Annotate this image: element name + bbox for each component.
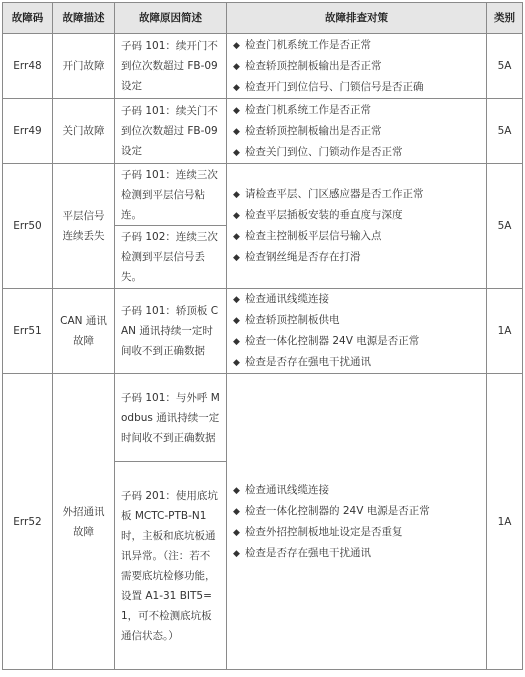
header-row [3,3,523,34]
black-diamond-icon: ◆ [233,147,240,158]
fault-description-cell: CAN 通讯故障 [53,289,115,374]
fault-cause-cell: 子码 101：连续三次检测到平层信号粘连。 [115,164,227,226]
fault-code-cell: Err51 [3,289,53,374]
black-diamond-icon: ◆ [233,190,240,200]
black-diamond-icon: ◆ [233,61,240,72]
measure-text: 检查钢丝绳是否存在打滑 [245,251,361,263]
black-diamond-icon: ◆ [233,548,240,559]
troubleshooting-measures-cell [227,99,487,164]
measure-text: 检查是否存在强电干扰通讯 [245,356,371,368]
measure-item [233,226,480,247]
measure-text: 检查轿顶控制板输出是否正常 [245,124,382,137]
header-description: 故障描述 [53,3,115,34]
measure-item [233,77,480,98]
measure-item [233,56,480,77]
black-diamond-icon: ◆ [233,358,240,368]
fault-cause-cell: 子码 102：连续三次检测到平层信号丢失。 [115,226,227,289]
black-diamond-icon: ◆ [233,40,240,51]
category-cell: 1A [487,374,523,670]
header-measures: 故障排查对策 [227,3,487,34]
black-diamond-icon: ◆ [233,105,240,116]
measure-item [233,35,480,56]
category-cell: 5A [487,99,523,164]
troubleshooting-measures-cell [227,164,487,289]
black-diamond-icon: ◆ [233,253,240,263]
black-diamond-icon: ◆ [233,232,240,242]
fault-cause-cell: 子码 101：续开门不到位次数超过 FB-09 设定 [115,34,227,99]
fault-cause-cell: 子码 101：与外呼 Modbus 通讯持续一定时间收不到正确数据 [115,374,227,462]
measure-item [233,100,480,121]
black-diamond-icon: ◆ [233,82,240,93]
fault-description-cell: 外招通讯故障 [53,374,115,670]
fault-code-table [2,2,523,670]
black-diamond-icon: ◆ [233,506,240,517]
measure-text: 检查轿顶控制板输出是否正常 [245,59,382,72]
measure-item [233,543,480,564]
measure-item [233,205,480,226]
table-row [3,34,523,99]
measure-item [233,522,480,543]
fault-description-cell: 平层信号连续丢失 [53,164,115,289]
measure-text: 检查外招控制板地址设定是否重复 [245,525,403,538]
black-diamond-icon: ◆ [233,337,240,347]
measure-item [233,310,480,331]
fault-code-cell: Err49 [3,99,53,164]
measure-item [233,121,480,142]
troubleshooting-measures-cell [227,289,487,374]
black-diamond-icon: ◆ [233,316,240,326]
table-row [3,289,523,374]
measure-item [233,331,480,352]
category-cell: 5A [487,164,523,289]
black-diamond-icon: ◆ [233,126,240,137]
table-row [3,164,523,226]
category-cell: 1A [487,289,523,374]
measure-text: 检查通讯线缆连接 [245,293,329,305]
measure-text: 检查通讯线缆连接 [245,483,329,496]
measure-text: 检查平层插板安装的垂直度与深度 [245,209,403,221]
fault-code-cell: Err48 [3,34,53,99]
header-code: 故障码 [3,3,53,34]
measure-text: 检查主控制板平层信号输入点 [245,230,382,242]
measure-item [233,501,480,522]
header-category: 类别 [487,3,523,34]
measure-text: 检查是否存在强电干扰通讯 [245,546,371,559]
measure-item [233,184,480,205]
black-diamond-icon: ◆ [233,485,240,496]
category-cell: 5A [487,34,523,99]
fault-code-cell: Err50 [3,164,53,289]
measure-text: 检查开门到位信号、门锁信号是否正确 [245,80,424,93]
fault-code-cell: Err52 [3,374,53,670]
troubleshooting-measures-cell [227,374,487,670]
black-diamond-icon: ◆ [233,527,240,538]
measure-item [233,352,480,373]
black-diamond-icon: ◆ [233,211,240,221]
table-row [3,374,523,462]
fault-cause-cell: 子码 101：续关门不到位次数超过 FB-09 设定 [115,99,227,164]
fault-description-cell: 开门故障 [53,34,115,99]
black-diamond-icon: ◆ [233,295,240,305]
table-row [3,99,523,164]
measure-text: 检查一体化控制器 24V 电源是否正常 [245,335,420,347]
measure-text: 请检查平层、门区感应器是否工作正常 [245,188,424,200]
measure-text: 检查关门到位、门锁动作是否正常 [245,145,403,158]
fault-description-cell: 关门故障 [53,99,115,164]
measure-text: 检查门机系统工作是否正常 [245,103,371,116]
troubleshooting-measures-cell [227,34,487,99]
header-cause: 故障原因简述 [115,3,227,34]
fault-cause-cell: 子码 201：使用底坑板 MCTC-PTB-N1 时，主板和底坑板通讯异常。（注：若不需要底坑检修功能，设置 A1-31 BIT5=1，可不检测底坑板通信状态。） [115,462,227,670]
measure-item [233,247,480,268]
measure-item [233,289,480,310]
measure-text: 检查一体化控制器的 24V 电源是否正常 [245,504,430,517]
measure-item [233,142,480,163]
table-body [3,34,523,670]
fault-cause-cell: 子码 101：轿顶板 CAN 通讯持续一定时间收不到正确数据 [115,289,227,374]
measure-item [233,480,480,501]
measure-text: 检查轿顶控制板供电 [245,314,340,326]
measure-text: 检查门机系统工作是否正常 [245,38,371,51]
